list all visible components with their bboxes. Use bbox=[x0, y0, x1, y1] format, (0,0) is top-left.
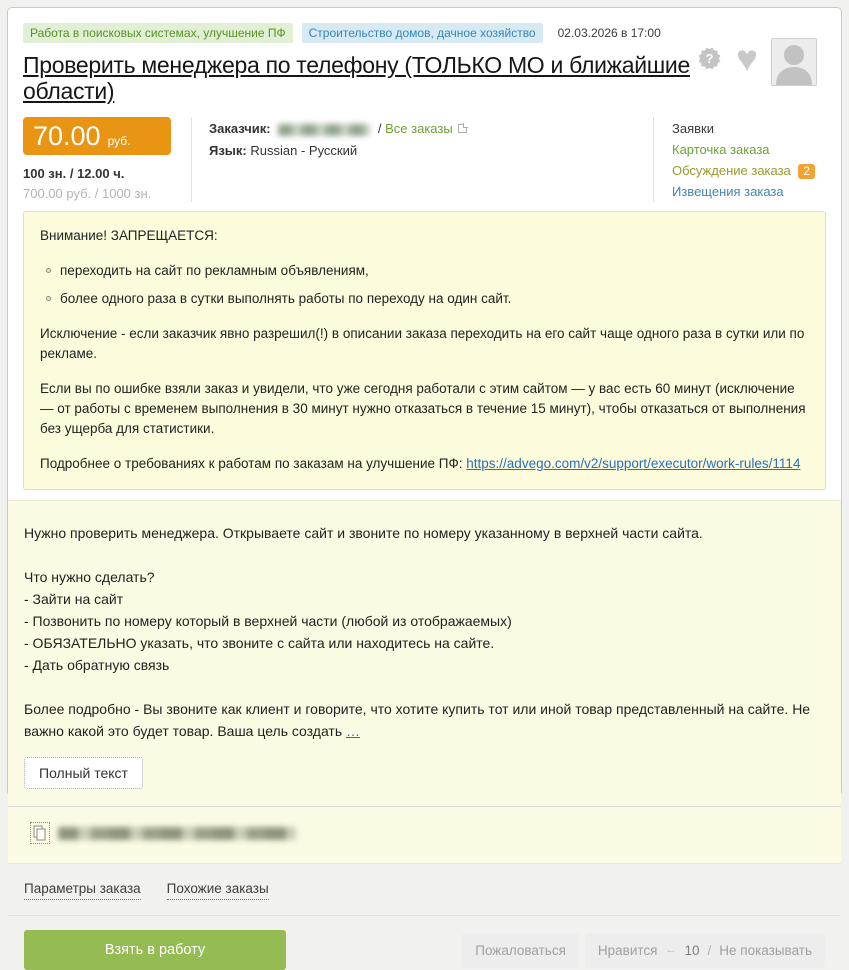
customer-info bbox=[191, 117, 654, 202]
copy-icon[interactable] bbox=[30, 822, 50, 844]
price-per-work: 100 зн. / 12.00 ч. bbox=[23, 166, 125, 181]
settings-help-icon[interactable] bbox=[696, 45, 723, 77]
price-column bbox=[23, 117, 191, 202]
nav-applications[interactable]: Заявки bbox=[672, 121, 714, 136]
description-details: Более подробно - Вы звоните как клиент и говорите, что хотите купить тот или иной товар представленный на сайте. Не важно какой это будет товар. Ваша цель создать … bbox=[24, 701, 811, 739]
full-text-button[interactable]: Полный текст bbox=[24, 757, 143, 789]
like-arrow-icon: ← bbox=[665, 944, 677, 956]
discussion-count-badge: 2 bbox=[798, 164, 815, 179]
description-step: - ОБЯЗАТЕЛЬНО указать, что звоните с сайта или находитесь на сайте. bbox=[24, 635, 495, 651]
warning-heading: Внимание! ЗАПРЕЩАЕТСЯ: bbox=[40, 228, 218, 243]
like-button[interactable]: Нравится bbox=[597, 942, 658, 958]
price-currency: руб. bbox=[107, 134, 131, 148]
description-step: - Позвонить по номеру который в верхней части (любой из отображаемых) bbox=[24, 613, 512, 629]
price-amount: 70.00 bbox=[33, 121, 101, 151]
warning-paragraph-mistake: Если вы по ошибке взяли заказ и увидели, что уже сегодня работали с этим сайтом — у вас есть 60 минут (исключение — от работы с временем выполнения в 30 минут нужно отказаться в течение 15 минут), чтобы отказаться от выполнения без ущерба для статистики. bbox=[40, 381, 806, 436]
nav-order-discussion-row bbox=[672, 160, 826, 181]
language-value: Russian - Русский bbox=[250, 143, 358, 158]
warning-paragraph-more: Подробнее о требованиях к работам по заказам на улучшение ПФ: https://advego.com/v2/support/executor/work-rules/1114 bbox=[40, 456, 801, 471]
nav-order-notices[interactable]: Извещения заказа bbox=[672, 184, 784, 199]
top-icons bbox=[696, 38, 817, 86]
price-box bbox=[23, 117, 171, 155]
take-work-button[interactable]: Взять в работу bbox=[24, 930, 286, 970]
order-nav-links bbox=[654, 117, 826, 202]
hide-button[interactable]: Не показывать bbox=[719, 942, 812, 958]
category-tag-construction[interactable]: Строительство домов, дачное хозяйство bbox=[302, 23, 543, 43]
tabs-row bbox=[8, 864, 841, 915]
order-title-link[interactable]: Проверить менеджера по телефону (ТОЛЬКО МО и ближайшие области) bbox=[23, 52, 690, 104]
external-link-icon bbox=[458, 124, 467, 133]
warning-item: переходить на сайт по рекламным объявлениям, bbox=[46, 261, 809, 281]
complain-button[interactable]: Пожаловаться bbox=[462, 933, 579, 968]
nav-order-card[interactable]: Карточка заказа bbox=[672, 142, 770, 157]
description-what-to-do: Что нужно сделать? bbox=[24, 569, 155, 585]
customer-label: Заказчик: bbox=[209, 121, 271, 136]
warning-list bbox=[46, 261, 809, 309]
warning-paragraph-exception: Исключение - если заказчик явно разрешил(!) в описании заказа переходить на его сайт чаще одного раза в сутки или по рекламе. bbox=[40, 326, 805, 361]
like-divider: / bbox=[707, 942, 712, 958]
order-info-section bbox=[23, 117, 826, 202]
description-step: - Дать обратную связь bbox=[24, 657, 170, 673]
work-rules-link[interactable]: https://advego.com/v2/support/executor/work-rules/1114 bbox=[466, 456, 801, 471]
tab-order-parameters[interactable]: Параметры заказа bbox=[24, 881, 141, 900]
tab-similar-orders[interactable]: Похожие заказы bbox=[167, 881, 269, 900]
warning-item: более одного раза в сутки выполнять работы по переходу на один сайт. bbox=[46, 289, 809, 309]
actions-row bbox=[8, 916, 841, 970]
bullet-dot-icon bbox=[46, 268, 51, 273]
nav-order-discussion[interactable]: Обсуждение заказа bbox=[672, 163, 791, 178]
order-page-card bbox=[7, 7, 842, 958]
expand-ellipsis-link[interactable]: … bbox=[346, 723, 361, 739]
customer-separator: / bbox=[377, 121, 382, 136]
warning-box bbox=[23, 211, 826, 490]
order-description bbox=[8, 500, 841, 864]
price-per-1000: 700.00 руб. / 1000 зн. bbox=[23, 186, 152, 201]
language-line bbox=[209, 140, 637, 162]
customer-name-redacted bbox=[278, 124, 370, 136]
category-tag-seo[interactable]: Работа в поисковых системах, улучшение ПФ bbox=[23, 23, 293, 43]
target-url-row bbox=[24, 807, 825, 863]
description-step: - Зайти на сайт bbox=[24, 591, 124, 607]
customer-avatar[interactable] bbox=[771, 38, 817, 86]
svg-text:?: ? bbox=[705, 51, 714, 66]
secondary-actions bbox=[462, 933, 825, 968]
like-count: 10 bbox=[684, 942, 700, 958]
customer-line bbox=[209, 118, 637, 140]
like-group bbox=[585, 933, 825, 968]
favorite-heart-icon[interactable]: ♥ bbox=[736, 38, 758, 79]
bullet-dot-icon bbox=[46, 296, 51, 301]
description-intro: Нужно проверить менеджера. Открываете сайт и звоните по номеру указанному в верхней части сайта. bbox=[24, 525, 703, 541]
language-label: Язык: bbox=[209, 143, 247, 158]
order-date: 02.03.2026 в 17:00 bbox=[557, 26, 661, 40]
target-url-redacted bbox=[58, 827, 296, 840]
all-orders-link[interactable]: Все заказы bbox=[385, 121, 453, 136]
